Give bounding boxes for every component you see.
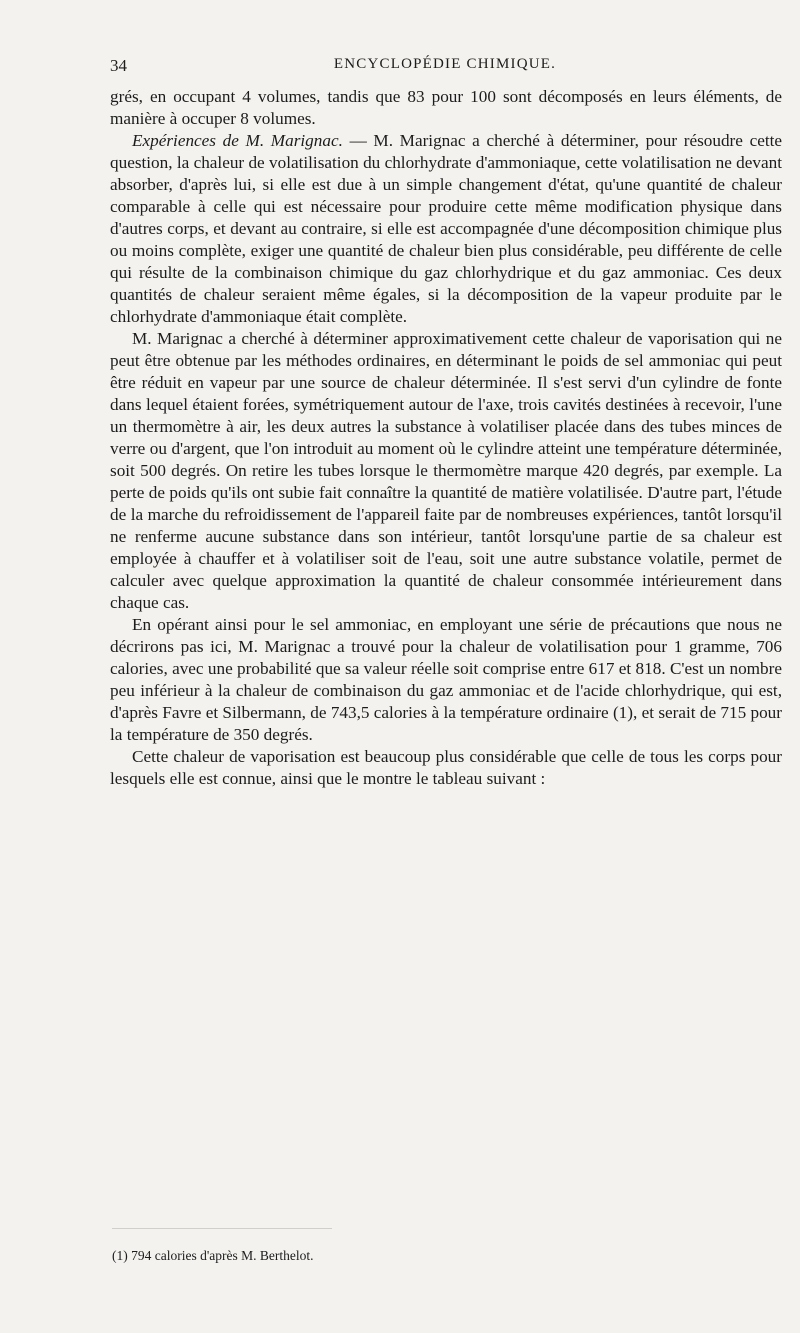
paragraph-2 bbox=[110, 130, 782, 328]
footnote-divider bbox=[112, 1228, 332, 1229]
paragraph-1: grés, en occupant 4 volumes, tandis que 83 pour 100 sont décomposés en leurs éléments, de manière à occuper 8 volumes. bbox=[110, 87, 782, 128]
paragraph-5: Cette chaleur de vaporisation est beaucoup plus considérable que celle de tous les corps pour lesquels elle est connue, ainsi que le montre le tableau suivant : bbox=[110, 747, 782, 788]
paragraph-2-text: — M. Marignac a cherché à déterminer, pour résoudre cette question, la chaleur de volatilisation du chlorhydrate d'ammoniaque, cette volatilisation ne devant absorber, d'après lui, si elle est due à un simple changement d'état, qu'une quantité de chaleur comparable à celle qui est nécessaire pour produire cette même modification physique dans d'autres corps, et devant au contraire, si elle est accompagnée d'une décomposition chimique plus ou moins complète, exiger une quantité de chaleur bien plus considérable, peu différente de celle qui résulte de la combinaison chimique du gaz chlorhydrique et du gaz ammoniac. Ces deux quantités de chaleur seraient même égales, si la décomposition de la vapeur produite par le chlorhydrate d'ammoniaque était complète. bbox=[110, 131, 783, 326]
section-heading: Expériences de M. Marignac. bbox=[132, 131, 343, 150]
running-title: ENCYCLOPÉDIE CHIMIQUE. bbox=[333, 56, 557, 72]
footnote: (1) 794 calories d'après M. Berthelot. bbox=[112, 1248, 314, 1263]
paragraph-3: M. Marignac a cherché à déterminer approximativement cette chaleur de vaporisation qui ne peut être obtenue par les méthodes ordinaires, en déterminant le poids de sel ammoniac qui peut être réduit en vapeur par une source de chaleur déterminée. Il s'est servi d'un cylindre de fonte dans lequel étaient forées, symétriquement autour de l'axe, trois cavités destinées à recevoir, l'une un thermomètre à air, les deux autres la substance à volatiliser placée dans des tubes minces de verre ou d'argent, que l'on introduit au moment où le cylindre atteint une température déterminée, soit 500 degrés. On retire les tubes lorsque le thermomètre marque 420 degrés, par exemple. La perte de poids qu'ils ont subie fait connaître la quantité de matière volatilisée. D'autre part, l'étude de la marche du refroidissement de l'appareil faite par de nombreuses expériences, tantôt lorsqu'il ne renferme aucune substance dans son intérieur, tantôt lorsqu'une partie de sa chaleur est employée à chauffer et à volatiliser soit de l'eau, soit une autre substance volatile, permet de calculer avec quelque approximation la quantité de chaleur consommée intérieurement dans chaque cas. bbox=[110, 329, 782, 612]
running-header bbox=[110, 56, 780, 78]
page-number: 34 bbox=[110, 56, 127, 75]
paragraph-4: En opérant ainsi pour le sel ammoniac, en employant une série de précautions que nous ne décrirons pas ici, M. Marignac a trouvé pour la chaleur de volatilisation pour 1 gramme, 706 calories, avec une probabilité que sa valeur réelle soit comprise entre 617 et 818. C'est un nombre peu inférieur à la chaleur de combinaison du gaz ammoniac et de l'acide chlorhydrique, qui est, d'après Favre et Silbermann, de 743,5 calories à la température ordinaire (1), et serait de 715 pour la température de 350 degrés. bbox=[110, 615, 782, 744]
body-text bbox=[110, 86, 782, 790]
